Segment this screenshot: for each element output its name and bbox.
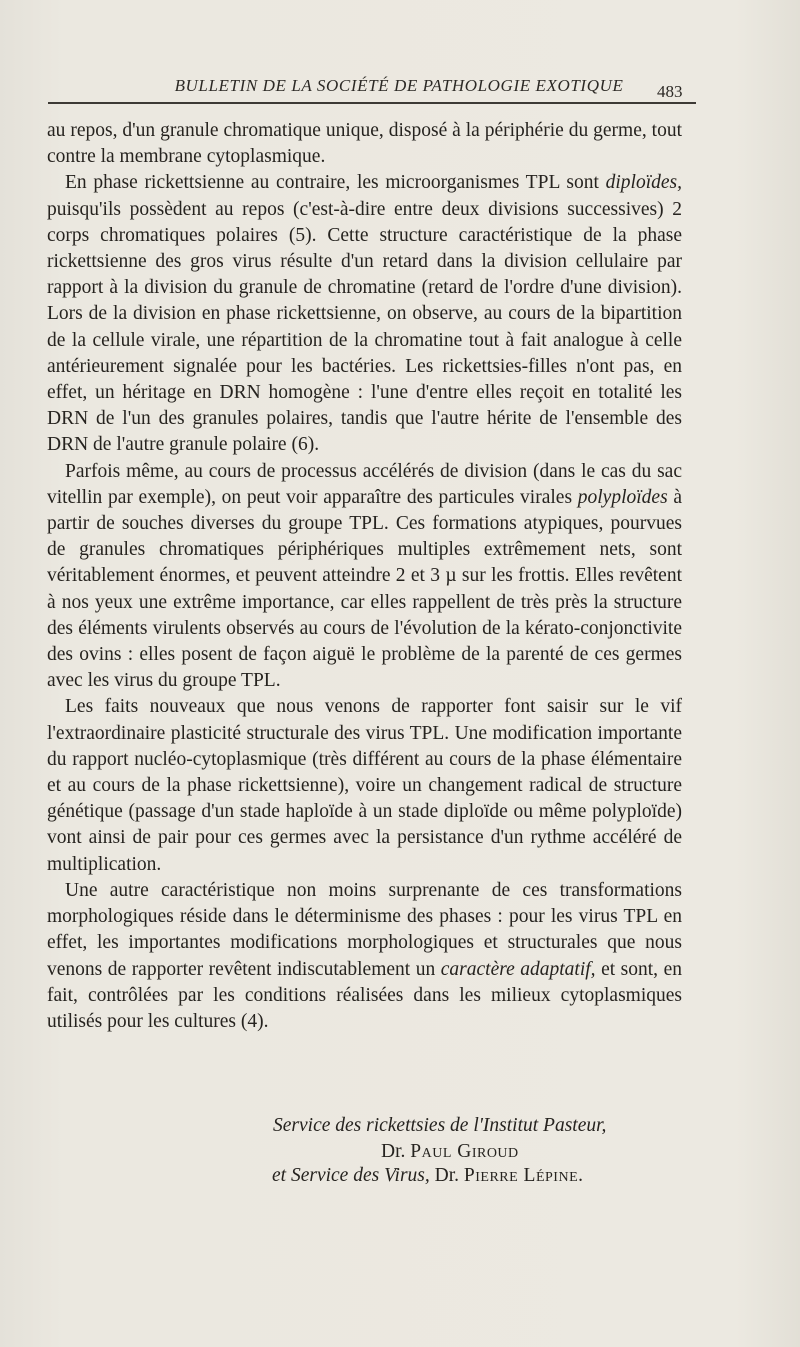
signature-author-2: Pierre Lépine. <box>463 1165 584 1186</box>
paragraph-3 <box>47 459 682 695</box>
signature-title-2: Dr. <box>429 1165 464 1186</box>
signature-affiliation-1: Service des rickettsies de l'Institut Pasteur, <box>273 1115 607 1136</box>
paragraph-1 <box>47 118 682 170</box>
signature-author-1: Paul Giroud <box>410 1141 519 1162</box>
signature-line-1 <box>0 1113 800 1139</box>
paragraph-2-start: En phase rickettsienne au contraire, les microorganismes TPL sont <box>65 172 606 194</box>
paragraph-3-rest: à partir de souches diverses du groupe TPL. Ces formations atypiques, pourvues de granules chromatiques périphériques multiples extrêmement nets, sont véritablement énormes, et peuvent atteindre 2 et 3 µ sur les frottis. Elles revêtent à nos yeux une extrême importance, car elles rappellent de très près la structure des éléments virulents observés au cours de l'évolution de la kérato-conjonctivite des ovins : elles posent de façon aiguë le problème de la parenté de ces germes avec les virus du groupe TPL. <box>47 486 683 692</box>
paragraph-5-rest: et sont, en fait, contrôlées par les conditions réalisées dans les milieux cytoplasmiques utilisés pour les cultures (4). <box>47 958 682 1032</box>
signature-line-3 <box>0 1163 800 1189</box>
paragraph-2-emphasis: diploïdes, <box>605 172 682 194</box>
paragraph-4-text: Les faits nouveaux que nous venons de rapporter font saisir sur le vif l'extraordinaire plasticité structurale des virus TPL. Une modification importante du rapport nucléo-cytoplasmique (très différent au cours de la phase élémentaire et au cours de la phase rickettsienne), voire un changement radical de structure génétique (passage d'un stade haploïde à un stade diploïde ou même polyploïde) vont ainsi de pair pour ces germes avec la persistance d'un rythme accéléré de multiplication. <box>47 696 682 875</box>
paragraph-3-emphasis: polyploïdes <box>577 486 668 508</box>
signature-affiliation-2: et Service des Virus, <box>272 1165 430 1186</box>
header-rule <box>48 102 696 104</box>
paragraph-4 <box>47 694 682 877</box>
paragraph-5-emphasis: caractère adaptatif, <box>440 958 596 980</box>
article-body <box>47 118 682 1035</box>
paragraph-1-text: au repos, d'un granule chromatique unique, disposé à la périphérie du germe, tout contre la membrane cytoplasmique. <box>47 120 682 168</box>
paragraph-5 <box>47 878 682 1035</box>
paragraph-2-rest: puisqu'ils possèdent au repos (c'est-à-dire entre deux divisions successives) 2 corps chromatiques polaires (5). Cette structure caractéristique de la phase rickettsienne des gros virus résulte d'un retard dans la division cellulaire par rapport à la division du granule de chromatine (retard de l'ordre d'une division). Lors de la division en phase rickettsienne, on observe, au cours de la bipartition de la cellule virale, une répartition de la chromatine tout à fait analogue à celle antérieurement signalée pour les bactéries. Les rickettsies-filles n'ont pas, en effet, un héritage en DRN homogène : l'une d'entre elles reçoit en totalité les DRN de l'un des granules polaires, tandis que l'autre hérite de l'ensemble des DRN de l'autre granule polaire (6). <box>47 198 682 456</box>
page-number: 483 <box>657 82 683 101</box>
paragraph-5-start: Une autre caractéristique non moins surprenante de ces transformations morphologiques réside dans le déterminisme des phases : pour les virus TPL en effet, les importantes modifications morphologiques et structurales que nous venons de rapporter revêtent indiscutablement un <box>47 879 682 980</box>
paragraph-3-start: Parfois même, au cours de processus accélérés de division (dans le cas du sac vitellin par exemple), on peut voir apparaître des particules virales <box>47 460 682 508</box>
signature-line-2 <box>0 1139 800 1165</box>
paragraph-2 <box>47 170 682 458</box>
running-title: BULLETIN DE LA SOCIÉTÉ DE PATHOLOGIE EXOTIQUE <box>174 76 624 95</box>
signature-title-1: Dr. <box>381 1141 411 1162</box>
